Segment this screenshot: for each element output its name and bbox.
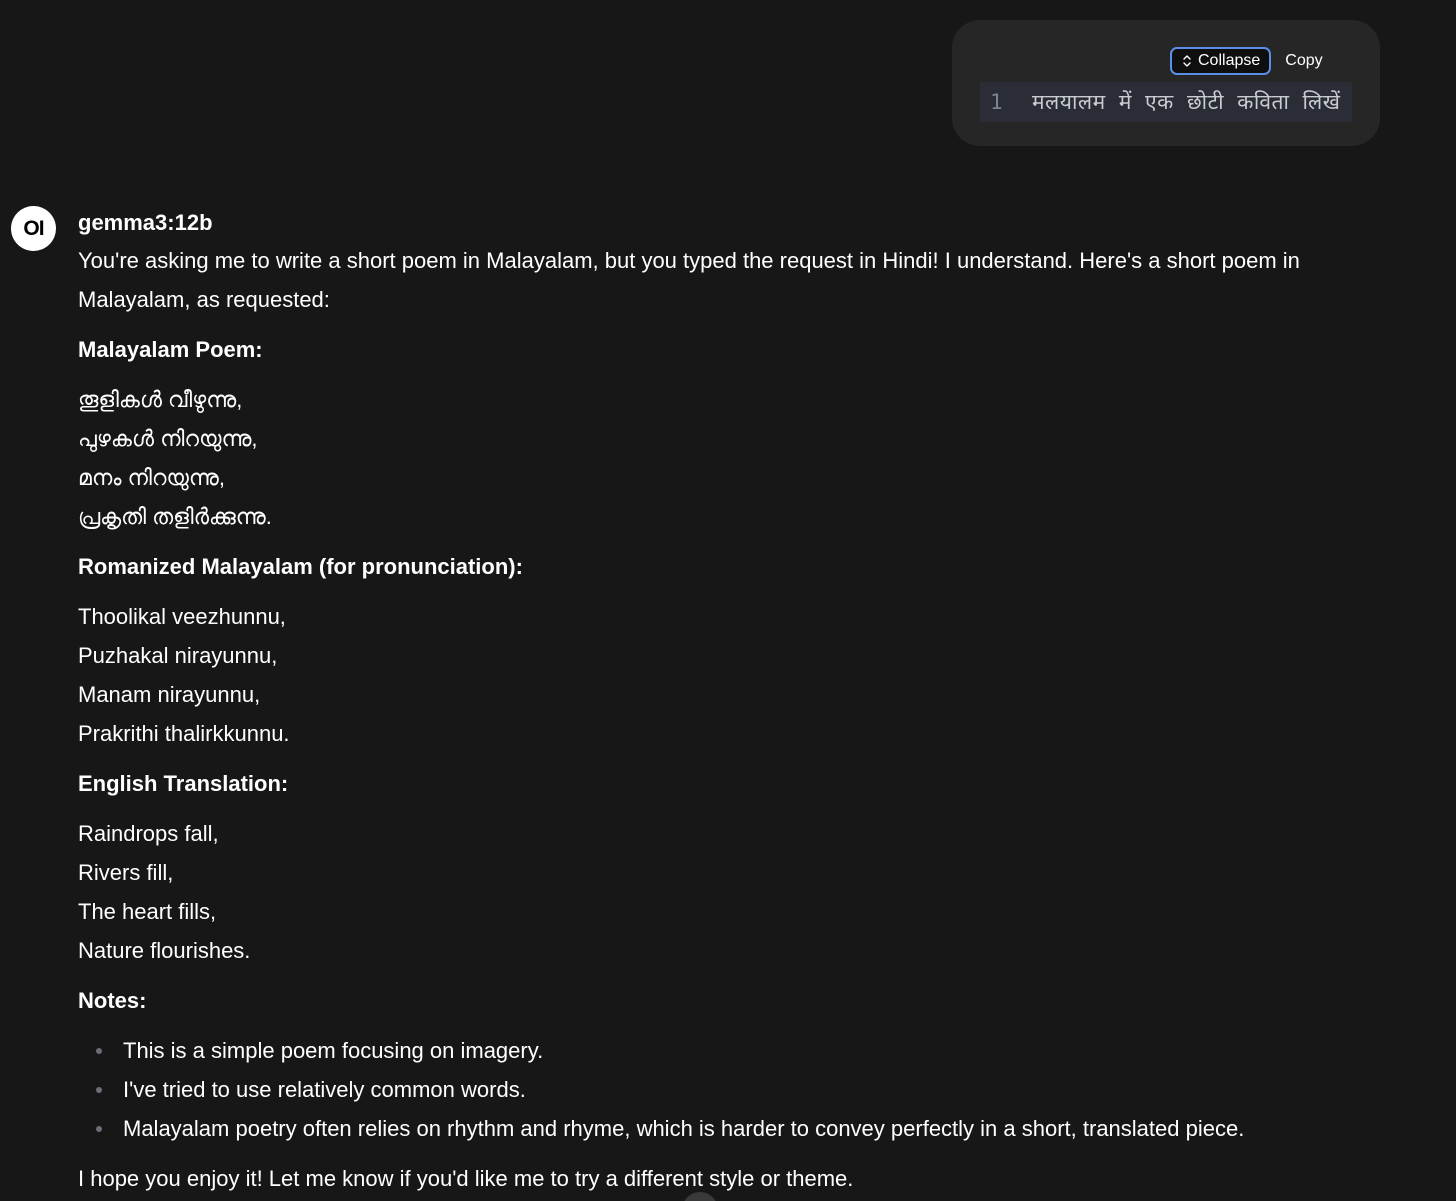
poem-line: The heart fills, <box>78 899 217 924</box>
code-text: मलयालम में एक छोटी कविता लिखें <box>1032 90 1341 114</box>
code-line[interactable] <box>980 82 1352 122</box>
closing-paragraph: I hope you enjoy it! Let me know if you'd like me to try a different style or theme. <box>78 1166 854 1191</box>
english-heading: English Translation: <box>78 771 289 796</box>
notes-heading: Notes: <box>78 988 147 1013</box>
list-item: This is a simple poem focusing on imagery. <box>78 1031 1378 1070</box>
line-number: 1 <box>990 90 1003 114</box>
poem-line: പുഴകൾ നിറയുന്നു, <box>78 426 258 451</box>
poem-line: Prakrithi thalirkkunnu. <box>78 721 290 746</box>
poem-line: മനം നിറയുന്നു, <box>78 465 225 490</box>
poem-line: പ്രകൃതി തളിർക്കുന്നു. <box>78 504 272 529</box>
romanized-poem <box>78 597 1378 753</box>
list-item: I've tried to use relatively common words. <box>78 1070 1378 1109</box>
code-block-toolbar <box>1170 47 1327 75</box>
model-avatar <box>11 206 56 251</box>
notes-list <box>78 1031 1378 1148</box>
poem-line: Rivers fill, <box>78 860 174 885</box>
collapse-button[interactable] <box>1170 47 1271 75</box>
malayalam-heading: Malayalam Poem: <box>78 337 263 362</box>
model-name: gemma3:12b <box>78 210 213 235</box>
poem-line: Nature flourishes. <box>78 938 251 963</box>
intro-paragraph: You're asking me to write a short poem in Malayalam, but you typed the request in Hindi! I understand. Here's a short poem in Malayalam, as requested: <box>78 248 1300 312</box>
copy-button[interactable]: Copy <box>1285 52 1323 69</box>
collapse-label: Collapse <box>1198 52 1261 69</box>
avatar-logo: OI <box>23 216 44 240</box>
poem-line: Puzhakal nirayunnu, <box>78 643 278 668</box>
list-item: Malayalam poetry often relies on rhythm and rhyme, which is harder to convey perfectly in a short, translated piece. <box>78 1109 1378 1148</box>
poem-line: Thoolikal veezhunnu, <box>78 604 286 629</box>
english-poem <box>78 814 1378 970</box>
poem-line: തൂളികൾ വീഴുന്നു, <box>78 387 243 412</box>
poem-line: Raindrops fall, <box>78 821 219 846</box>
chevron-up-down-icon <box>1182 54 1192 68</box>
malayalam-poem <box>78 380 1378 536</box>
romanized-heading: Romanized Malayalam (for pronunciation): <box>78 554 523 579</box>
user-message-bubble <box>952 20 1380 146</box>
poem-line: Manam nirayunnu, <box>78 682 261 707</box>
assistant-message <box>78 241 1378 1198</box>
